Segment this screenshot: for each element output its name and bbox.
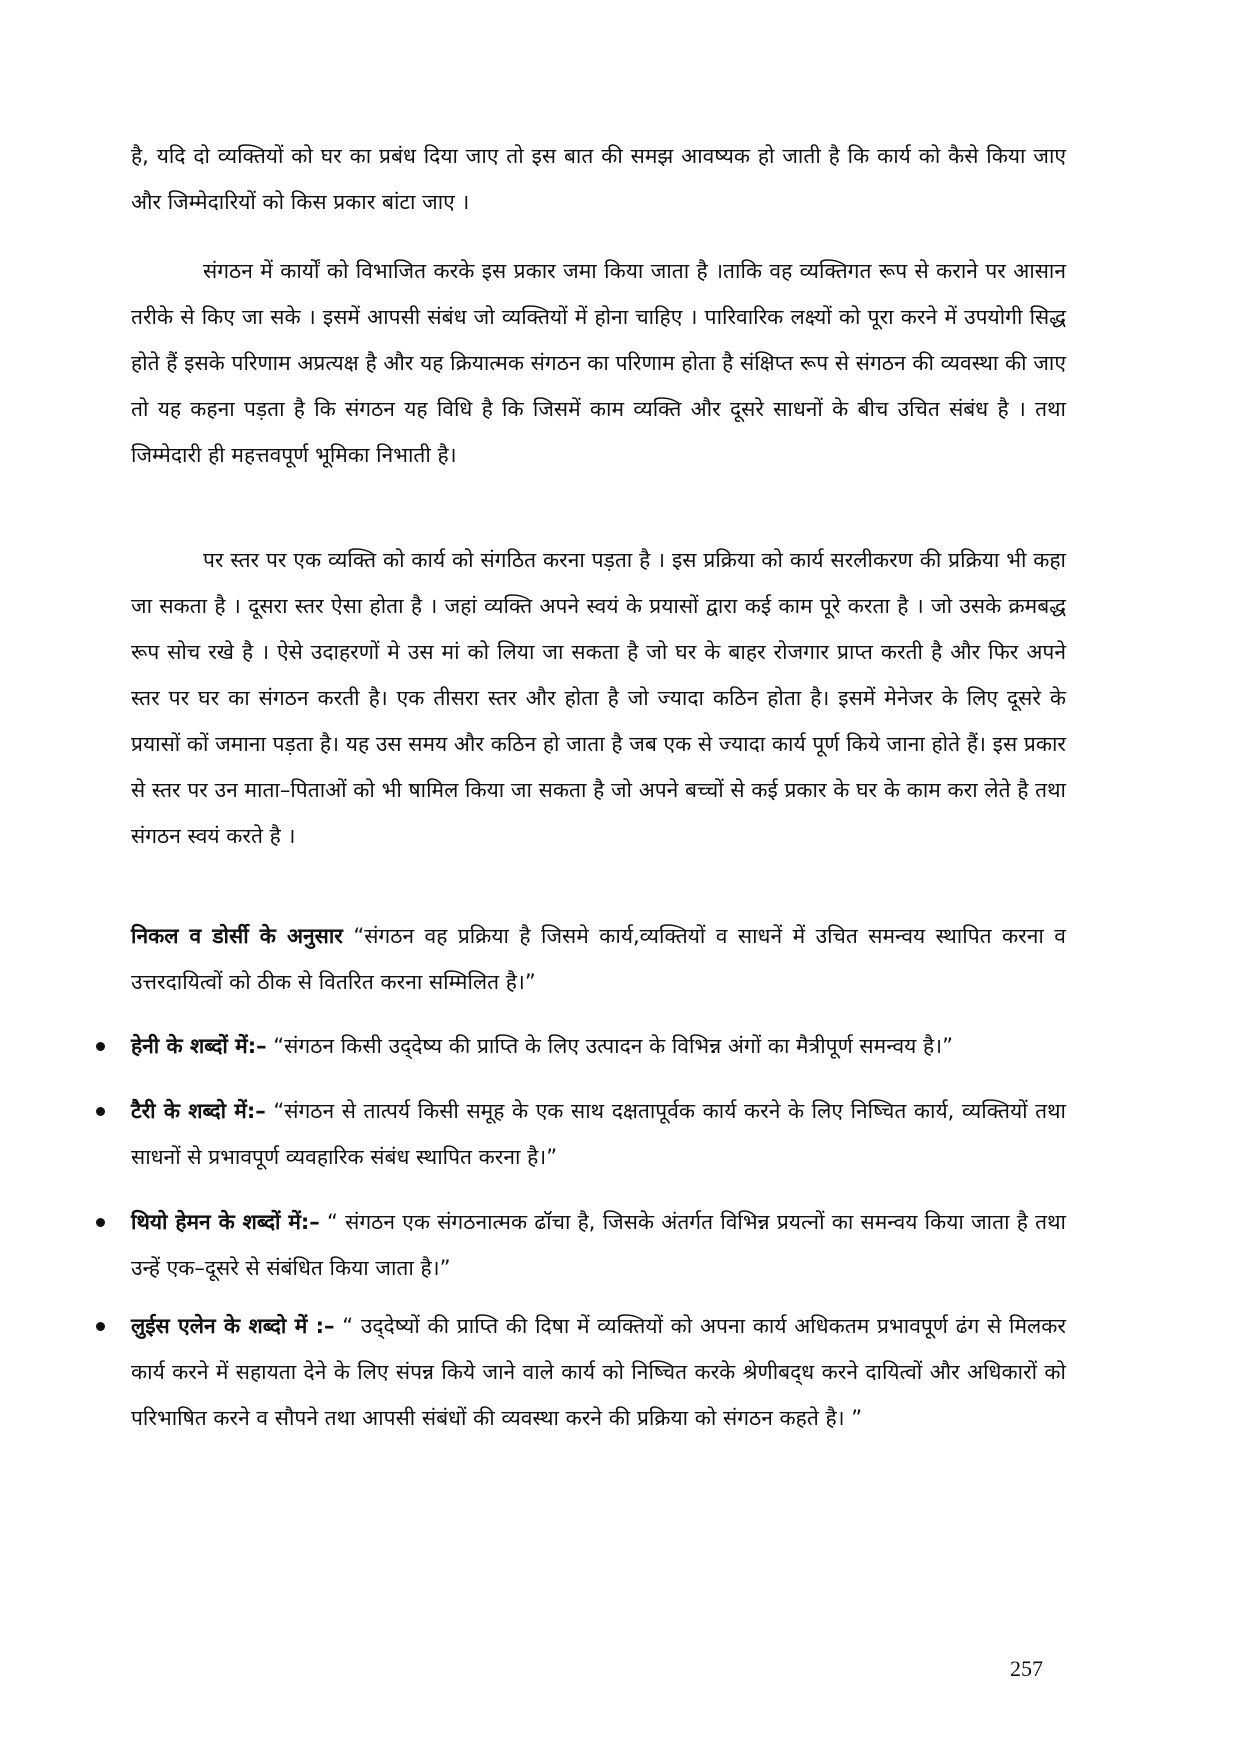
nickel-dorsey-quote bbox=[131, 913, 1066, 1005]
definition-source: हेनी के शब्दों में:– bbox=[131, 1034, 267, 1058]
page-number: 257 bbox=[1010, 1656, 1043, 1681]
definition-text: “संगठन किसी उद्‌देष्य की प्राप्ति के लिए उत्पादन के विभिन्न अंगों का मैत्रीपूर्ण समन्वय है।” bbox=[266, 1034, 953, 1058]
bullet-icon bbox=[96, 1322, 105, 1331]
definition-source: थियो हेमन के शब्दों में:– bbox=[131, 1210, 320, 1234]
list-item-heni bbox=[96, 1023, 1066, 1069]
list-item-louis-allen bbox=[96, 1303, 1066, 1441]
paragraph-3: पर स्तर पर एक व्यक्ति को कार्य को संगठित करना पड़ता है । इस प्रक्रिया को कार्य सरलीकरण की प्रक्रिया भी कहा जा सकता है । दूसरा स्तर ऐसा होता है । जहां व्यक्ति अपने स्वयं के प्रयासों द्वारा कई काम पूरे करता है । जो उसके क्रमबद्ध रूप सोच रखे है । ऐसे उदाहरणों मे उस मां को लिया जा सकता है जो घर के बाहर रोजगार प्राप्त करती है और फिर अपने स्तर पर घर का संगठन करती है। एक तीसरा स्तर और होता है जो ज्यादा कठिन होता है। इसमें मेनेजर के लिए दूसरे के प्रयासों कों जमाना पड़ता है। यह उस समय और कठिन हो जाता है जब एक से ज्यादा कार्य पूर्ण किये जाना होते हैं। इस प्रकार से स्तर पर उन माता–पिताओं को भी षामिल किया जा सकता है जो अपने बच्चों से कई प्रकार के घर के काम करा लेते है तथा संगठन स्वयं करते है । bbox=[131, 548, 1066, 848]
list-item-terry bbox=[96, 1088, 1066, 1180]
definition-source: टैरी के शब्दो में:– bbox=[131, 1099, 266, 1123]
quote-source: निकल व डोर्सी के अनुसार bbox=[131, 924, 343, 948]
bullet-icon bbox=[96, 1107, 105, 1116]
definitions-list bbox=[96, 1023, 1066, 1441]
quote-text: “संगठन वह प्रक्रिया है जिसमे कार्य,व्यक्तियों व साधनें में उचित समन्वय स्थापित करना व उत्तरदायित्वों को ठीक से वितरित करना सम्मिलित है।” bbox=[131, 924, 1066, 994]
paragraph-1: है, यदि दो व्यक्तियों को घर का प्रबंध दिया जाए तो इस बात की समझ आवष्यक हो जाती है कि कार्य को कैसे किया जाए और जिम्मेदारियों को किस प्रकार बांटा जाए । bbox=[131, 144, 1066, 214]
bullet-icon bbox=[96, 1042, 105, 1051]
definition-text: “संगठन से तात्पर्य किसी समूह के एक साथ दक्षतापूर्वक कार्य करने के लिए निष्चित कार्य, व्यक्तियों तथा साधनों से प्रभावपूर्ण व्यवहारिक संबंध स्थापित करना है।” bbox=[131, 1099, 1066, 1169]
list-item-theo-haiman bbox=[96, 1199, 1066, 1291]
paragraph-2: संगठन में कार्यों को विभाजित करके इस प्रकार जमा किया जाता है ।ताकि वह व्यक्तिगत रूप से कराने पर आसान तरीके से किए जा सके । इसमें आपसी संबंध जो व्यक्तियों में होना चाहिए । पारिवारिक लक्ष्यों को पूरा करने में उपयोगी सिद्ध होते हैं इसके परिणाम अप्रत्यक्ष है और यह क्रियात्मक संगठन का परिणाम होता है संक्षिप्त रूप से संगठन की व्यवस्था की जाए तो यह कहना पड़ता है कि संगठन यह विधि है कि जिसमें काम व्यक्ति और दूसरे साधनों के बीच उचित संबंध है । तथा जिम्मेदारी ही महत्तवपूर्ण भूमिका निभाती है। bbox=[131, 259, 1066, 467]
bullet-icon bbox=[96, 1218, 105, 1227]
definition-text: “ उद्‌देष्यों की प्राप्ति की दिषा में व्यक्तियों को अपना कार्य अधिकतम प्रभावपूर्ण ढंग से मिलकर कार्य करने में सहायता देने के लिए संपन्न किये जाने वाले कार्य को निष्चित करके श्रेणीबद्‌ध करने दायित्वों और अधिकारों को परिभाषित करने व सौपने तथा आपसी संबंधों की व्यवस्था करने की प्रक्रिया को संगठन कहते है। ” bbox=[131, 1314, 1066, 1430]
definition-text: “ संगठन एक संगठनात्मक ढॉचा है, जिसके अंतर्गत विभिन्न प्रयत्नों का समन्वय किया जाता है तथा उन्हें एक–दूसरे से संबंधित किया जाता है।” bbox=[131, 1210, 1066, 1280]
definition-source: लुईस एलेन के शब्दो में :– bbox=[131, 1314, 335, 1338]
